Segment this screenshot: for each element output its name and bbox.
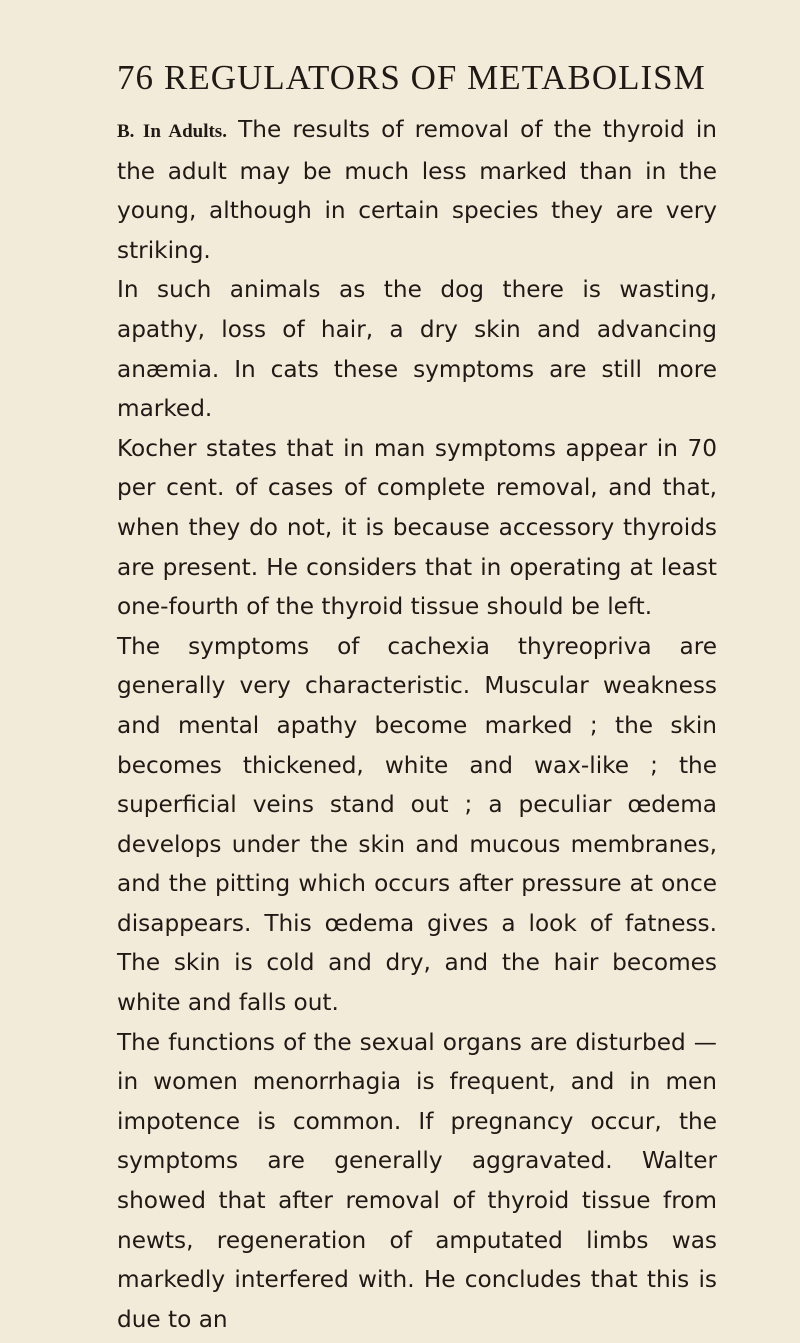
running-header bbox=[117, 58, 717, 98]
page-number: 76 bbox=[117, 58, 154, 97]
paragraph-5: The functions of the sexual organs are disturbed —in women menorrhagia is frequent, and in men impotence is common. If pregnancy occur, the symptoms are generally aggravated. Walter showed that after removal of thyroid tissue from newts, regeneration of amputated limbs was markedly interfered with. He concludes that this is due to an bbox=[117, 1028, 717, 1333]
running-title: REGULATORS OF METABOLISM bbox=[164, 58, 706, 97]
paragraph-3: Kocher states that in man symptoms appear in 70 per cent. of cases of complete removal, and that, when they do not, it is because accessory thyroids are present. He considers that in operating at least one-fourth of the thyroid tissue should be left. bbox=[117, 434, 717, 621]
section-lead-label: B. In Adults. bbox=[117, 121, 227, 142]
paragraph-1 bbox=[117, 110, 717, 270]
paragraph-2: In such animals as the dog there is wasting, apathy, loss of hair, a dry skin and advancing anæmia. In cats these symptoms are still more marked. bbox=[117, 276, 717, 423]
paragraph-1-text: The results of removal of the thyroid in the adult may be much less marked than in the young, although in certain species they are very striking. bbox=[117, 116, 717, 264]
paragraph-4: The symptoms of cachexia thyreopriva are generally very characteristic. Muscular weakness and mental apathy become marked ; the skin becomes thickened, white and wax-like ; the superficial veins stand out ; a peculiar œdema develops under the skin and mucous membranes, and the pitting which occurs after pressure at once disappears. This œdema gives a look of fatness. The skin is cold and dry, and the hair becomes white and falls out. bbox=[117, 632, 717, 1017]
body-text bbox=[117, 110, 717, 1339]
